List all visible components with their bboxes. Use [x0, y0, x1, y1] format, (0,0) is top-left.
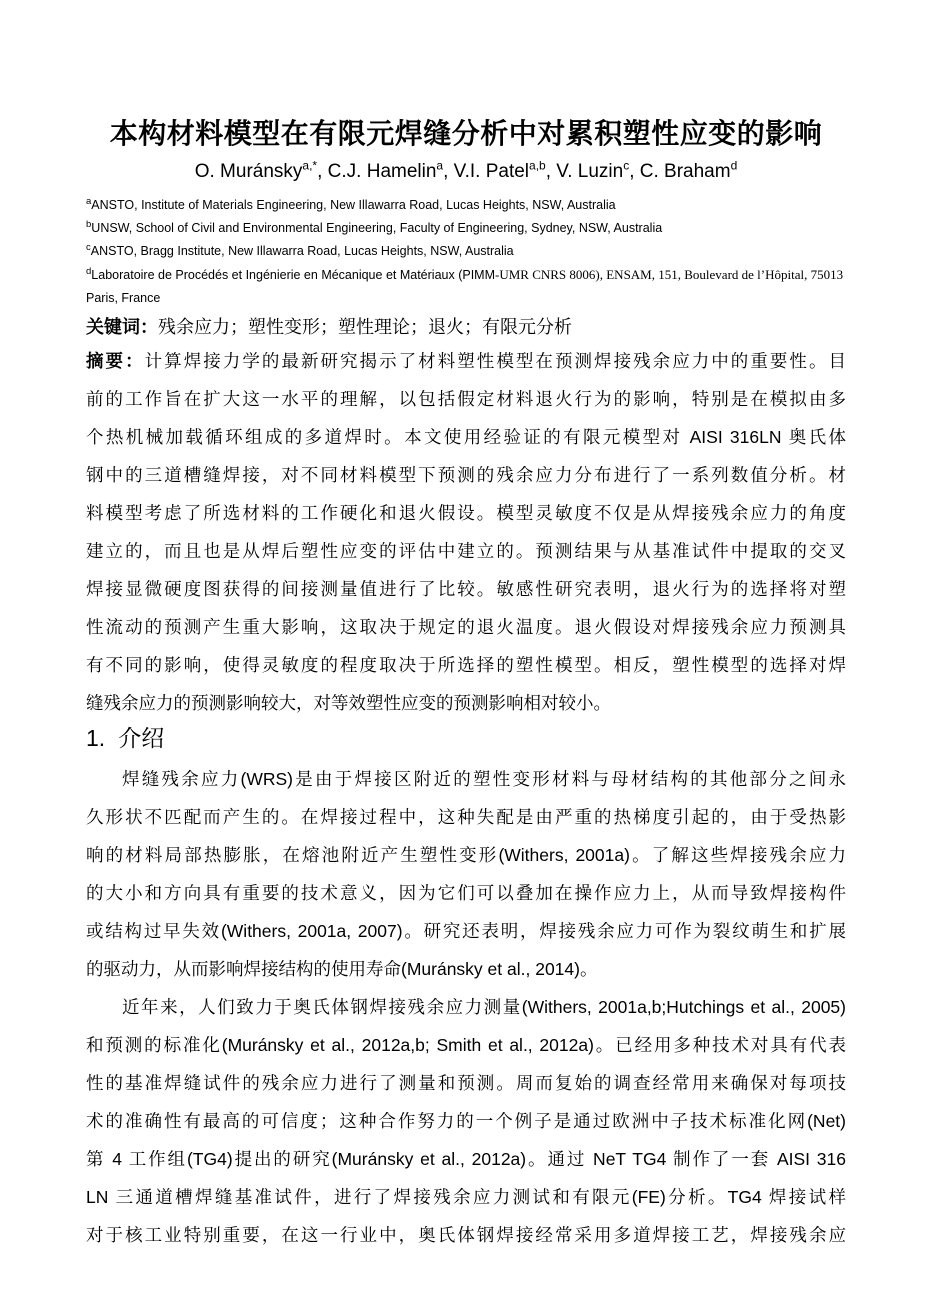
author-affiliation-superscript: c	[623, 158, 630, 173]
affiliations	[86, 194, 846, 310]
text-line: 和预测的标准化(Muránsky et al., 2012a,b; Smith et al., 2012a)。已经用多种技术对具有代表	[86, 1035, 846, 1055]
paper-title: 本构材料模型在有限元焊缝分析中对累积塑性应变的影响	[109, 118, 823, 149]
text-line: 建立的，而且也是从焊后塑性应变的评估中建立的。预测结果与从基准试件中提取的交叉	[86, 541, 846, 561]
affiliation-superscript: c	[86, 241, 91, 253]
affiliation-text-serif: -UMR CNRS 8006), ENSAM, 151, Boulevard de l’Hôpital, 75013	[495, 267, 844, 282]
text-line: 的大小和方向具有重要的技术意义，因为它们可以叠加在操作应力上，从而导致焊接构件	[86, 883, 846, 903]
keywords-line	[86, 312, 846, 342]
authors-line: O. Muránsky$^{a,*}$, C.J. Hamelin$^a$, V.I. Patel$^{a,b}$, V. Luzin$^c$, C. Braham$^d$	[194, 158, 738, 182]
text-line: 料模型考虑了所选材料的工作硬化和退火假设。模型灵敏度不仅是从焊接残余应力的角度	[86, 503, 846, 523]
affiliation-superscript: b	[86, 218, 92, 230]
text-line: 的驱动力，从而影响焊接结构的使用寿命(Muránsky et al., 2014)。	[86, 959, 598, 979]
text-line: 第 4 工作组(TG4)提出的研究(Muránsky et al., 2012a)。通过 NeT TG4 制作了一套 AISI 316	[86, 1149, 846, 1169]
affiliation-text: Laboratoire de Procédés et Ingénierie en Mécanique et Matériaux (PIMM	[91, 268, 495, 282]
text-line: 术的准确性有最高的可信度；这种合作努力的一个例子是通过欧洲中子技术标准化网(Net)	[86, 1111, 846, 1131]
author: V. Luzin$^c$	[556, 158, 630, 182]
text-line: 性流动的预测产生重大影响，这取决于规定的退火温度。退火假设对焊接残余应力预测具	[86, 617, 846, 637]
affiliation-line	[86, 263, 846, 310]
paragraph	[86, 760, 846, 988]
keywords-text: 残余应力；塑性变形；塑性理论；退火；有限元分析	[158, 317, 572, 337]
author-affiliation-superscript: a,b	[529, 158, 546, 173]
keywords-label: 关键词：	[86, 317, 158, 337]
section-number: 1.	[86, 725, 106, 751]
text-line: 响的材料局部热膨胀，在熔池附近产生塑性变形(Withers, 2001a)。了解这些焊接残余应力	[86, 845, 846, 865]
intro-paragraphs	[86, 760, 846, 1254]
text-line: 前的工作旨在扩大这一水平的理解，以包括假定材料退火行为的影响，特别是在模拟由多	[86, 389, 846, 409]
abstract-block	[86, 342, 846, 722]
affiliation-superscript: d	[86, 265, 92, 277]
author: V.I. Patel$^{a,b}$	[453, 158, 546, 182]
affiliation-text: UNSW, School of Civil and Environmental Engineering, Faculty of Engineering, Sydney, NSW, Australia	[91, 221, 663, 235]
text-line: LN 三通道槽焊缝基准试件，进行了焊接残余应力测试和有限元(FE)分析。TG4 焊接试样	[86, 1187, 846, 1207]
affiliation-text: ANSTO, Bragg Institute, New Illawarra Road, Lucas Heights, NSW, Australia	[90, 244, 514, 258]
section-heading-introduction	[86, 722, 846, 754]
author: C.J. Hamelin$^a$	[327, 158, 444, 182]
affiliation-text: ANSTO, Institute of Materials Engineering, New Illawarra Road, Lucas Heights, NSW, Australia	[91, 198, 616, 212]
text-line: 个热机械加载循环组成的多道焊时。本文使用经验证的有限元模型对 AISI 316LN 奥氏体	[86, 427, 846, 447]
affiliation-line	[86, 194, 846, 217]
author-affiliation-superscript: a,*	[302, 158, 318, 173]
affiliation-text: Paris, France	[86, 291, 161, 305]
text-line: 焊缝残余应力(WRS)是由于焊接区附近的塑性变形材料与母材结构的其他部分之间永	[122, 769, 846, 789]
section-title: 介绍	[118, 725, 165, 751]
text-line: 近年来，人们致力于奥氏体钢焊接残余应力测量(Withers, 2001a,b;Hutchings et al., 2005)	[122, 997, 846, 1017]
affiliation-superscript: a	[86, 195, 92, 207]
text-line: 钢中的三道槽缝焊接，对不同材料模型下预测的残余应力分布进行了一系列数值分析。材	[86, 465, 846, 485]
author-affiliation-superscript: a	[436, 158, 444, 173]
text-line: 有不同的影响，使得灵敏度的程度取决于所选择的塑性模型。相反，塑性模型的选择对焊	[86, 655, 846, 675]
affiliation-line	[86, 217, 846, 240]
text-line: 焊接显微硬度图获得的间接测量值进行了比较。敏感性研究表明，退火行为的选择将对塑	[86, 579, 846, 599]
affiliation-line	[86, 240, 846, 263]
text-line: 久形状不匹配而产生的。在焊接过程中，这种失配是由严重的热梯度引起的，由于受热影	[86, 807, 846, 827]
author-affiliation-superscript: d	[730, 158, 738, 173]
text-line: 缝残余应力的预测影响较大，对等效塑性应变的预测影响相对较小。	[86, 693, 611, 713]
author: C. Braham$^d$	[639, 158, 738, 182]
author: O. Muránsky$^{a,*}$	[194, 158, 318, 182]
text-line: 摘要：计算焊接力学的最新研究揭示了材料塑性模型在预测焊接残余应力中的重要性。目	[86, 351, 846, 371]
text-line: 性的基准焊缝试件的残余应力进行了测量和预测。周而复始的调查经常用来确保对每项技	[86, 1073, 846, 1093]
abstract-label: 摘要：	[86, 351, 145, 371]
text-line: 或结构过早失效(Withers, 2001a, 2007)。研究还表明，焊接残余应力可作为裂纹萌生和扩展	[86, 921, 846, 941]
paragraph	[86, 988, 846, 1254]
text-line: 对于核工业特别重要，在这一行业中，奥氏体钢焊接经常采用多道焊接工艺，焊接残余应	[86, 1225, 846, 1245]
